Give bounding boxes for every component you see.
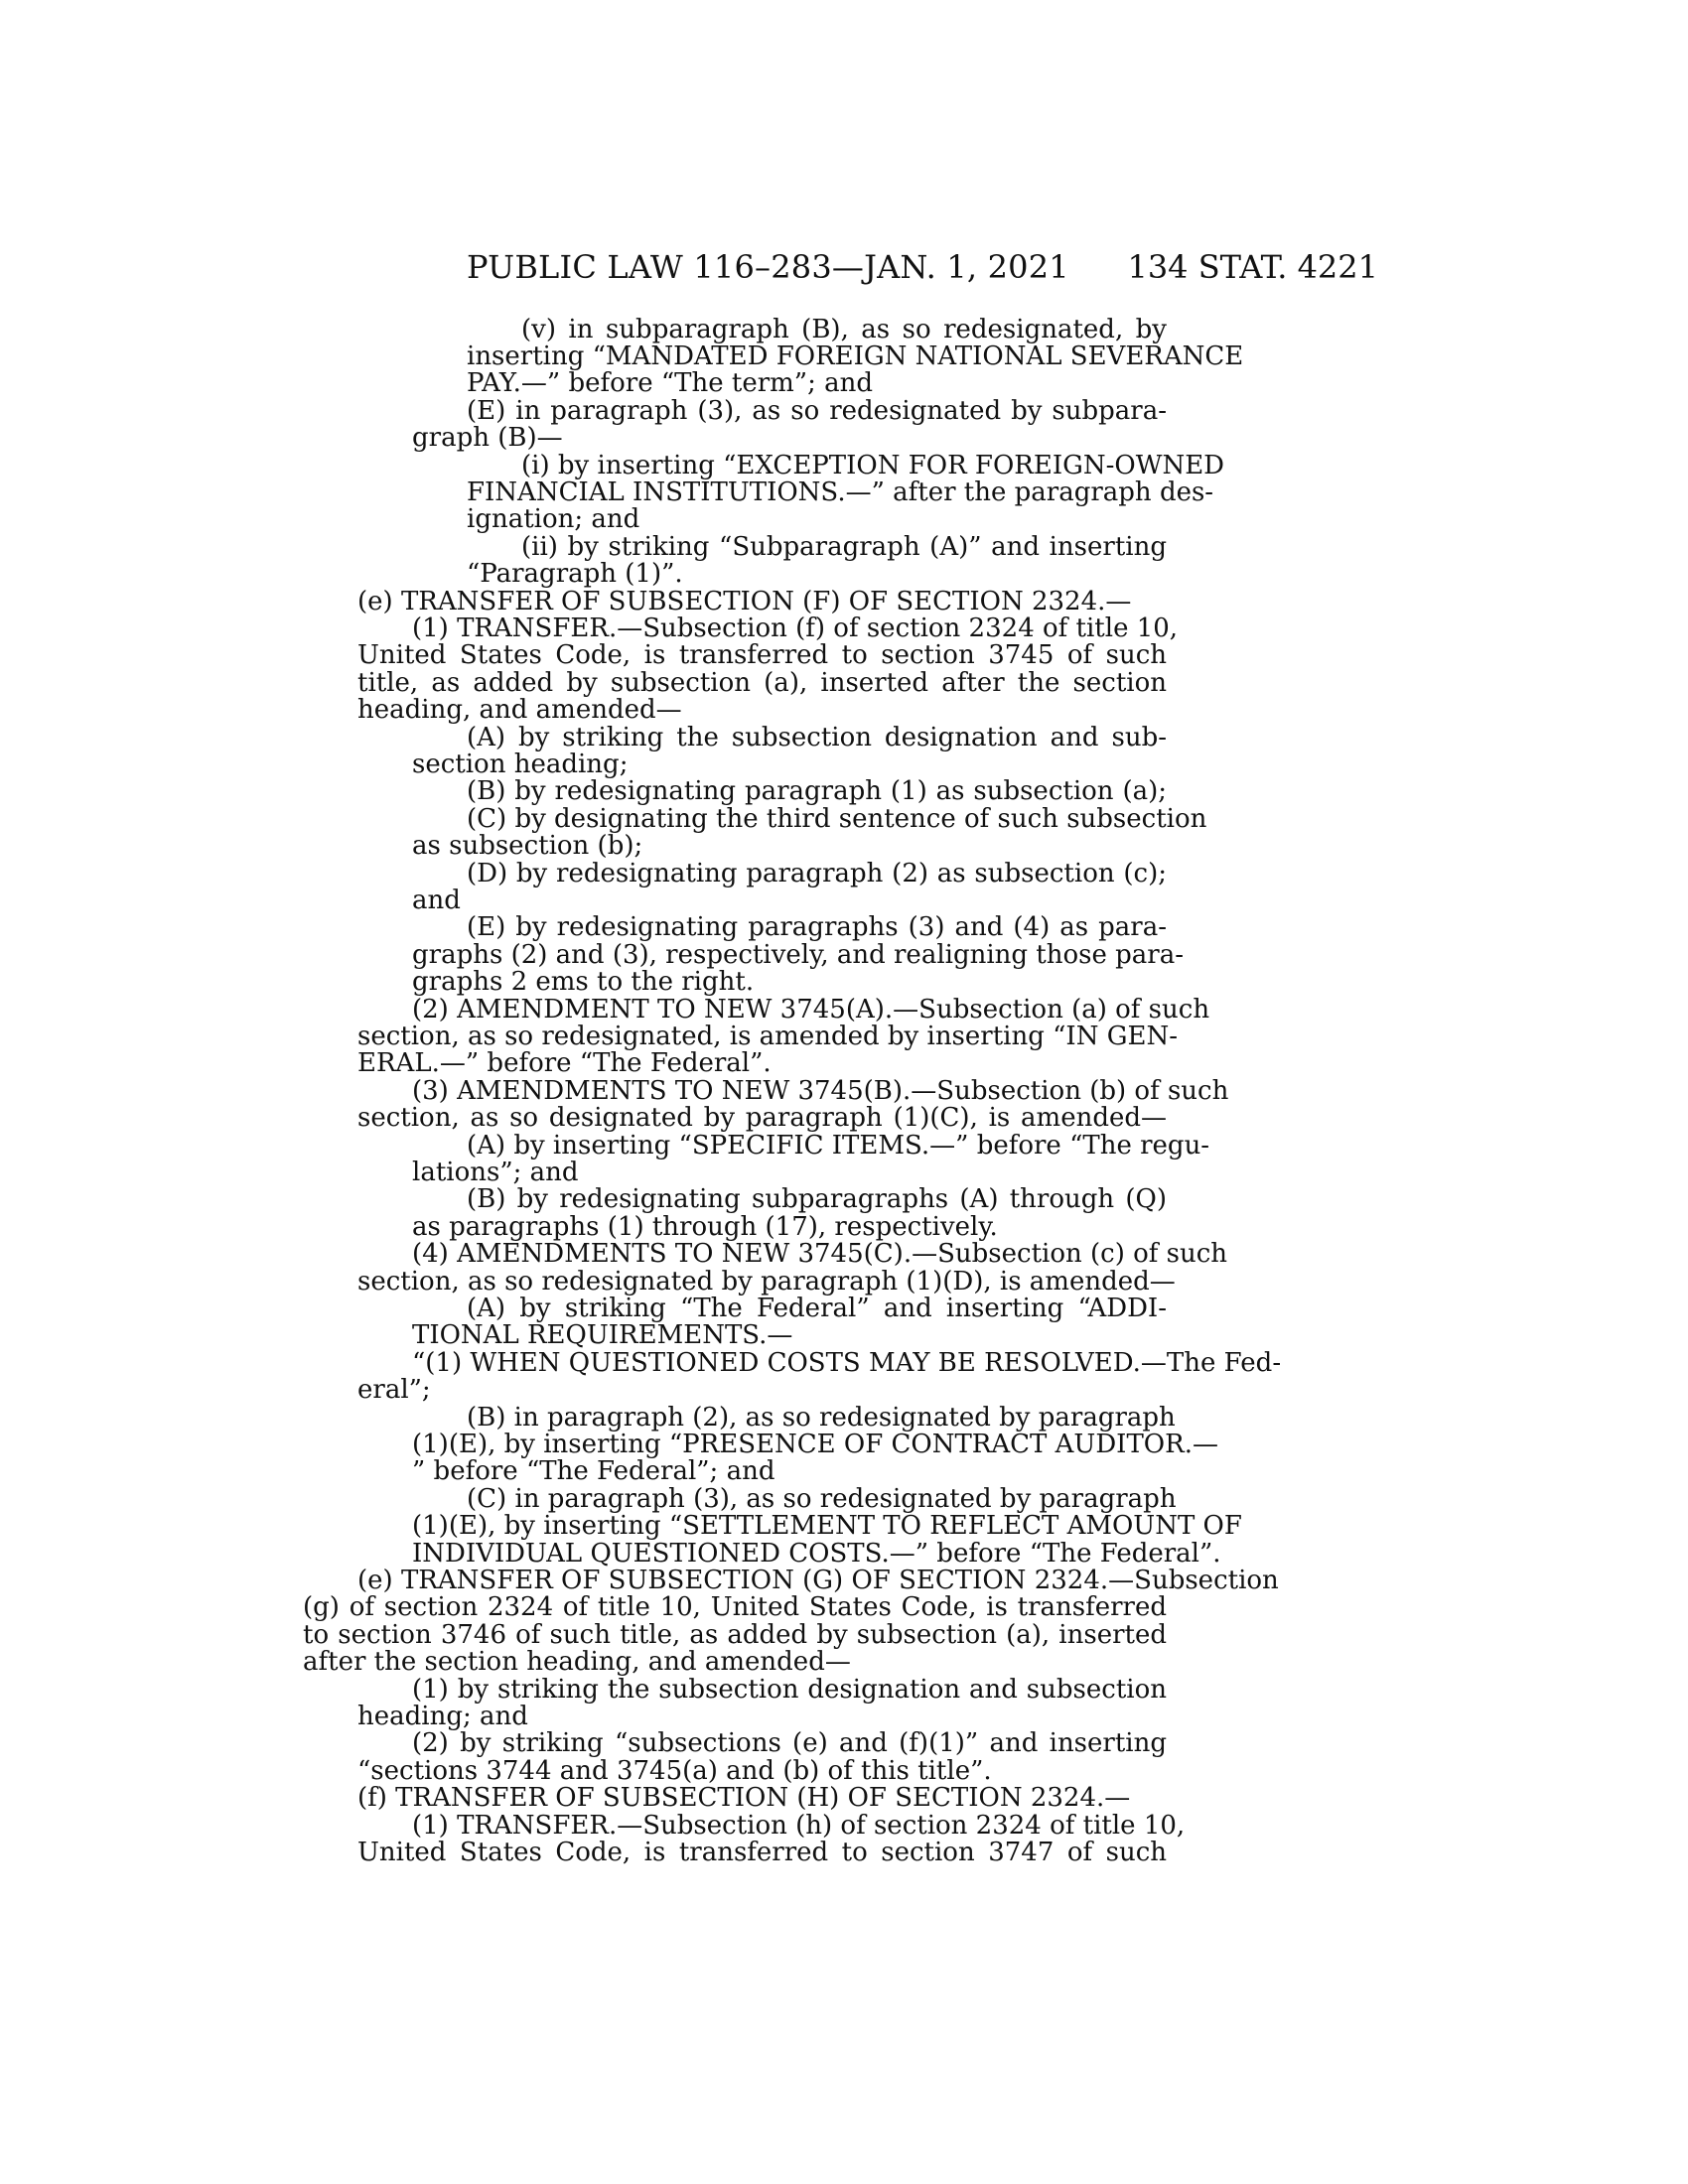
text-line: section, as so redesignated by paragraph (1)(D), is amended— [357,1267,1176,1297]
text-line: (g) of section 2324 of title 10, United States Code, is transferred [303,1592,1167,1622]
text-line: after the section heading, and amended— [303,1647,851,1677]
text-line: (E) in paragraph (3), as so redesignated by subpara- [467,396,1167,426]
text-line: heading; and [357,1702,528,1731]
text-line: (C) in paragraph (3), as so redesignated by paragraph [467,1484,1177,1514]
text-line: graph (B)— [412,423,563,453]
text-line: as paragraphs (1) through (17), respectively. [412,1212,998,1242]
text-line: (2) by striking “subsections (e) and (f)(1)” and inserting [412,1728,1167,1758]
text-line: (A) by striking the subsection designation and sub- [467,723,1167,752]
text-line: (A) by inserting “SPECIFIC ITEMS.—” before “The regu- [467,1131,1210,1160]
text-line: “Paragraph (1)”. [467,559,683,589]
text-line: (4) AMENDMENTS TO NEW 3745(C).—Subsection (c) of such [412,1239,1228,1269]
text-line: (ii) by striking “Subparagraph (A)” and inserting [521,532,1167,562]
page-header-title: PUBLIC LAW 116–283—JAN. 1, 2021 [467,248,1069,286]
text-line: “(1) WHEN QUESTIONED COSTS MAY BE RESOLVED.—The Fed- [412,1348,1282,1378]
text-line: section, as so designated by paragraph (1)(C), is amended— [357,1103,1167,1133]
text-line: (2) AMENDMENT TO NEW 3745(A).—Subsection (a) of such [412,995,1210,1024]
text-line: (B) in paragraph (2), as so redesignated by paragraph [467,1403,1176,1433]
text-line: TIONAL REQUIREMENTS.— [412,1320,793,1350]
text-line: (1)(E), by inserting “SETTLEMENT TO REFLECT AMOUNT OF [412,1511,1242,1541]
text-line: (3) AMENDMENTS TO NEW 3745(B).—Subsection (b) of such [412,1076,1229,1106]
text-line: FINANCIAL INSTITUTIONS.—” after the paragraph des- [467,478,1214,507]
text-line: eral”; [357,1375,431,1405]
text-line: INDIVIDUAL QUESTIONED COSTS.—” before “The Federal”. [412,1539,1221,1569]
text-line: graphs (2) and (3), respectively, and realigning those para- [412,940,1185,970]
text-line: heading, and amended— [357,695,682,725]
text-line: (v) in subparagraph (B), as so redesignated, by [521,315,1167,344]
text-line: lations”; and [412,1158,579,1187]
text-line: section, as so redesignated, is amended by inserting “IN GEN- [357,1022,1178,1051]
text-line: (e) TRANSFER OF SUBSECTION (F) OF SECTION 2324.— [357,587,1132,616]
text-line: (D) by redesignating paragraph (2) as subsection (c); [467,859,1167,888]
text-line: title, as added by subsection (a), inserted after the section [357,668,1167,698]
text-line: (C) by designating the third sentence of such subsection [467,804,1207,834]
text-line: (1) by striking the subsection designation and subsection [412,1675,1167,1705]
text-line: section heading; [412,750,629,779]
text-line: to section 3746 of such title, as added by subsection (a), inserted [303,1620,1167,1650]
text-line: (A) by striking “The Federal” and inserting “ADDI- [467,1294,1167,1323]
text-line: “sections 3744 and 3745(a) and (b) of this title”. [357,1756,992,1786]
text-line: (B) by redesignating paragraph (1) as subsection (a); [467,776,1167,806]
text-line: (e) TRANSFER OF SUBSECTION (G) OF SECTION 2324.—Subsection [357,1566,1279,1595]
text-line: (1) TRANSFER.—Subsection (f) of section 2324 of title 10, [412,614,1179,643]
text-line: graphs 2 ems to the right. [412,967,755,997]
text-line: (i) by inserting “EXCEPTION FOR FOREIGN-OWNED [521,451,1225,480]
text-line: (f) TRANSFER OF SUBSECTION (H) OF SECTION 2324.— [357,1783,1131,1813]
text-line: (1)(E), by inserting “PRESENCE OF CONTRACT AUDITOR.— [412,1430,1218,1459]
text-line: and [412,886,461,915]
text-line: ignation; and [467,504,640,534]
text-line: United States Code, is transferred to section 3747 of such [357,1838,1167,1867]
text-line: as subsection (b); [412,831,643,861]
text-line: ERAL.—” before “The Federal”. [357,1048,772,1078]
text-line: PAY.—” before “The term”; and [467,368,874,398]
text-line: inserting “MANDATED FOREIGN NATIONAL SEVERANCE [467,341,1244,371]
page-header-stat: 134 STAT. 4221 [1127,248,1378,286]
text-line: (E) by redesignating paragraphs (3) and (4) as para- [467,912,1167,942]
text-line: ” before “The Federal”; and [412,1456,775,1486]
text-line: (B) by redesignating subparagraphs (A) through (Q) [467,1184,1167,1214]
text-line: United States Code, is transferred to section 3745 of such [357,640,1167,670]
text-line: (1) TRANSFER.—Subsection (h) of section 2324 of title 10, [412,1811,1186,1841]
